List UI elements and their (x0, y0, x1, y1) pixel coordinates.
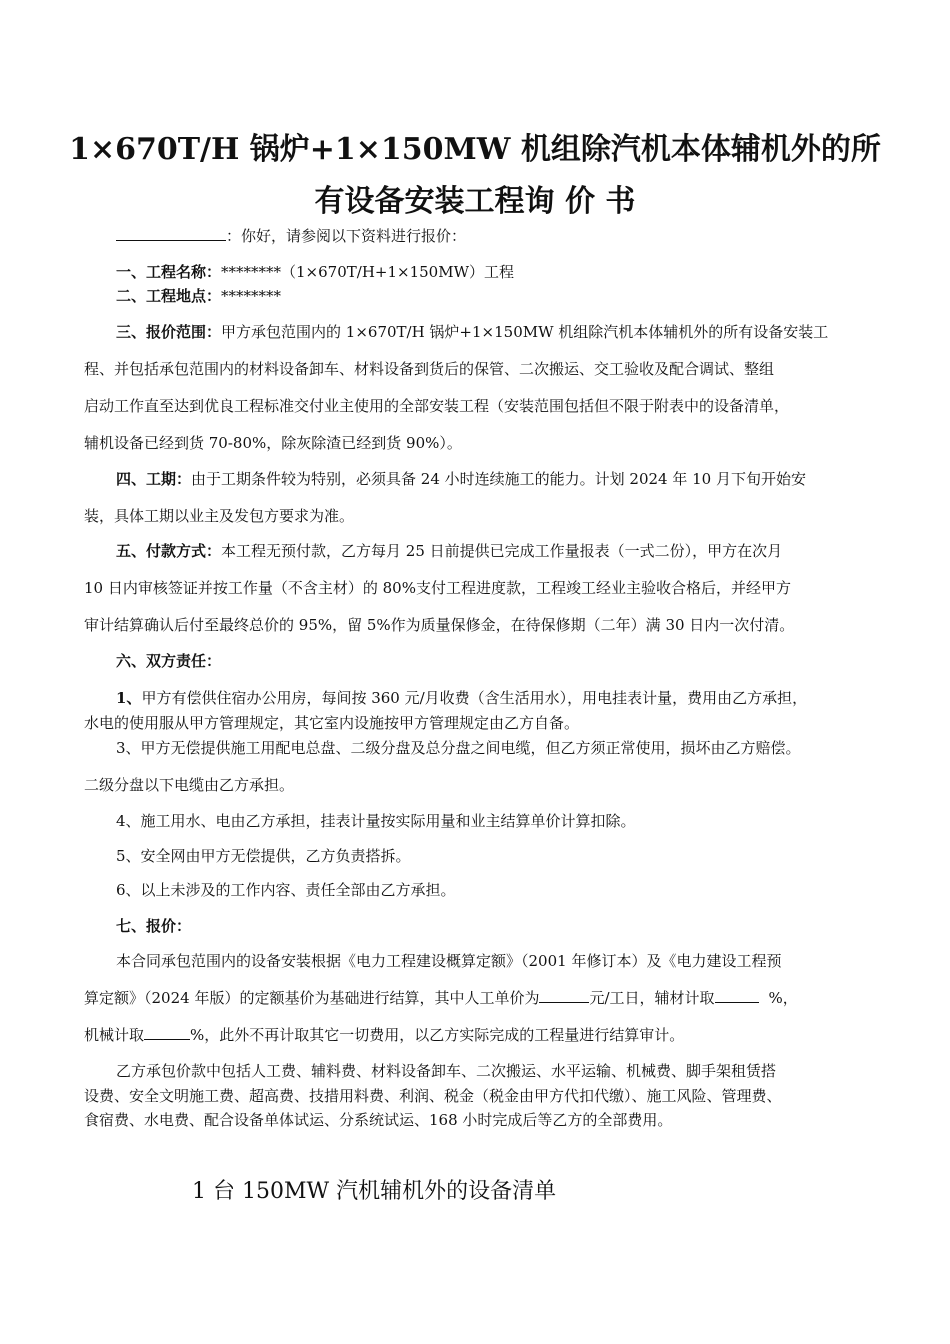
text-segment: 机械计取 (84, 1026, 145, 1044)
responsibility-item-6: 6、以上未涉及的工作内容、责任全部由乙方承担。 (116, 881, 456, 899)
section-label: 二、工程地点： (116, 287, 222, 305)
section-payment-line3: 审计结算确认后付至最终总价的 95%，留 5%作为质量保修金，在待保修期（二年）满 30 日内一次付清。 (84, 616, 795, 634)
section-text: ******** (221, 287, 282, 305)
section-scope-line1 (116, 322, 906, 342)
responsibility-item-3-line1: 3、甲方无偿提供施工用配电总盘、二级分盘及总分盘之间电缆，但乙方须正常使用，损坏由乙方赔偿。 (116, 739, 801, 757)
section-scope-line2: 程、并包括承包范围内的材料设备卸车、材料设备到货后的保管、二次搬运、交工验收及配合调试、整组 (84, 360, 775, 378)
labor-rate-blank (539, 988, 589, 1003)
responsibility-item-3-line2: 二级分盘以下电缆由乙方承担。 (84, 776, 295, 794)
quotation-para1-line1: 本合同承包范围内的设备安装根据《电力工程建设概算定额》（2001 年修订本）及《电力建设工程预 (116, 952, 782, 970)
section-label: 四、工期： (116, 470, 192, 488)
section-schedule-line1 (116, 469, 906, 489)
responsibility-item-1-line2: 水电的使用服从甲方管理规定，其它室内设施按甲方管理规定由乙方自备。 (84, 714, 580, 732)
greeting-line (116, 226, 906, 246)
section-project-name (116, 262, 906, 282)
section-text: 甲方承包范围内的 1×670T/H 锅炉+1×150MW 机组除汽机本体辅机外的所有设备安装工 (221, 323, 829, 341)
item-number: 1、 (116, 689, 142, 707)
equipment-list-title: 1 台 150MW 汽机辅机外的设备清单 (192, 1179, 557, 1204)
material-rate-blank (715, 988, 759, 1003)
document-title-line1: 1×670T/H 锅炉+1×150MW 机组除汽机本体辅机外的所 (69, 132, 881, 167)
recipient-blank (116, 226, 226, 241)
section-quotation-heading: 七、报价： (116, 917, 192, 935)
section-label: 三、报价范围： (116, 323, 222, 341)
section-scope-line3: 启动工作直至达到优良工程标准交付业主使用的全部安装工程（安装范围包括但不限于附表中的设备清单， (84, 397, 790, 415)
quotation-para1-line2 (84, 988, 874, 1008)
document-title-line2: 有设备安装工程询 价 书 (314, 184, 636, 219)
machinery-rate-blank (144, 1025, 190, 1040)
section-payment-line1 (116, 541, 906, 561)
responsibility-item-5: 5、安全网由甲方无偿提供，乙方负责搭拆。 (116, 847, 411, 865)
section-text: ********（1×670T/H+1×150MW）工程 (221, 263, 514, 281)
text-segment: %， (768, 989, 798, 1007)
section-payment-line2: 10 日内审核签证并按工作量（不含主材）的 80%支付工程进度款，工程竣工经业主验收合格后，并经甲方 (84, 579, 791, 597)
section-label: 五、付款方式： (116, 542, 222, 560)
section-text: 本工程无预付款，乙方每月 25 日前提供已完成工作量报表（一式二份），甲方在次月 (221, 542, 783, 560)
section-text: 由于工期条件较为特别，必须具备 24 小时连续施工的能力。计划 2024 年 10 月下旬开始安 (191, 470, 806, 488)
text-segment: 元/工日，辅材计取 (589, 989, 715, 1007)
greeting-text: ：你好，请参阅以下资料进行报价： (226, 227, 467, 245)
quotation-para2-line3: 食宿费、水电费、配合设备单体试运、分系统试运、168 小时完成后等乙方的全部费用。 (84, 1111, 673, 1129)
quotation-para1-line3 (84, 1025, 874, 1045)
section-label: 一、工程名称： (116, 263, 222, 281)
responsibility-item-4: 4、施工用水、电由乙方承担，挂表计量按实际用量和业主结算单价计算扣除。 (116, 812, 636, 830)
section-schedule-line2: 装，具体工期以业主及发包方要求为准。 (84, 507, 355, 525)
item-text: 甲方有偿供住宿办公用房，每间按 360 元/月收费（含生活用水），用电挂表计量，费用由乙方承担， (141, 689, 808, 707)
section-scope-line4: 辅机设备已经到货 70-80%，除灰除渣已经到货 90%）。 (84, 434, 462, 452)
section-responsibilities-heading: 六、双方责任： (116, 652, 222, 670)
text-segment: 算定额》（2024 年版）的定额基价为基础进行结算，其中人工单价为 (84, 989, 540, 1007)
quotation-para2-line2: 设费、安全文明施工费、超高费、技措用料费、利润、税金（税金由甲方代扣代缴）、施工风险、管理费、 (84, 1087, 782, 1105)
section-project-location (116, 286, 906, 306)
text-segment: %，此外不再计取其它一切费用，以乙方实际完成的工程量进行结算审计。 (190, 1026, 685, 1044)
quotation-para2-line1: 乙方承包价款中包括人工费、辅料费、材料设备卸车、二次搬运、水平运输、机械费、脚手架租赁搭 (116, 1062, 777, 1080)
responsibility-item-1-line1 (116, 688, 906, 708)
